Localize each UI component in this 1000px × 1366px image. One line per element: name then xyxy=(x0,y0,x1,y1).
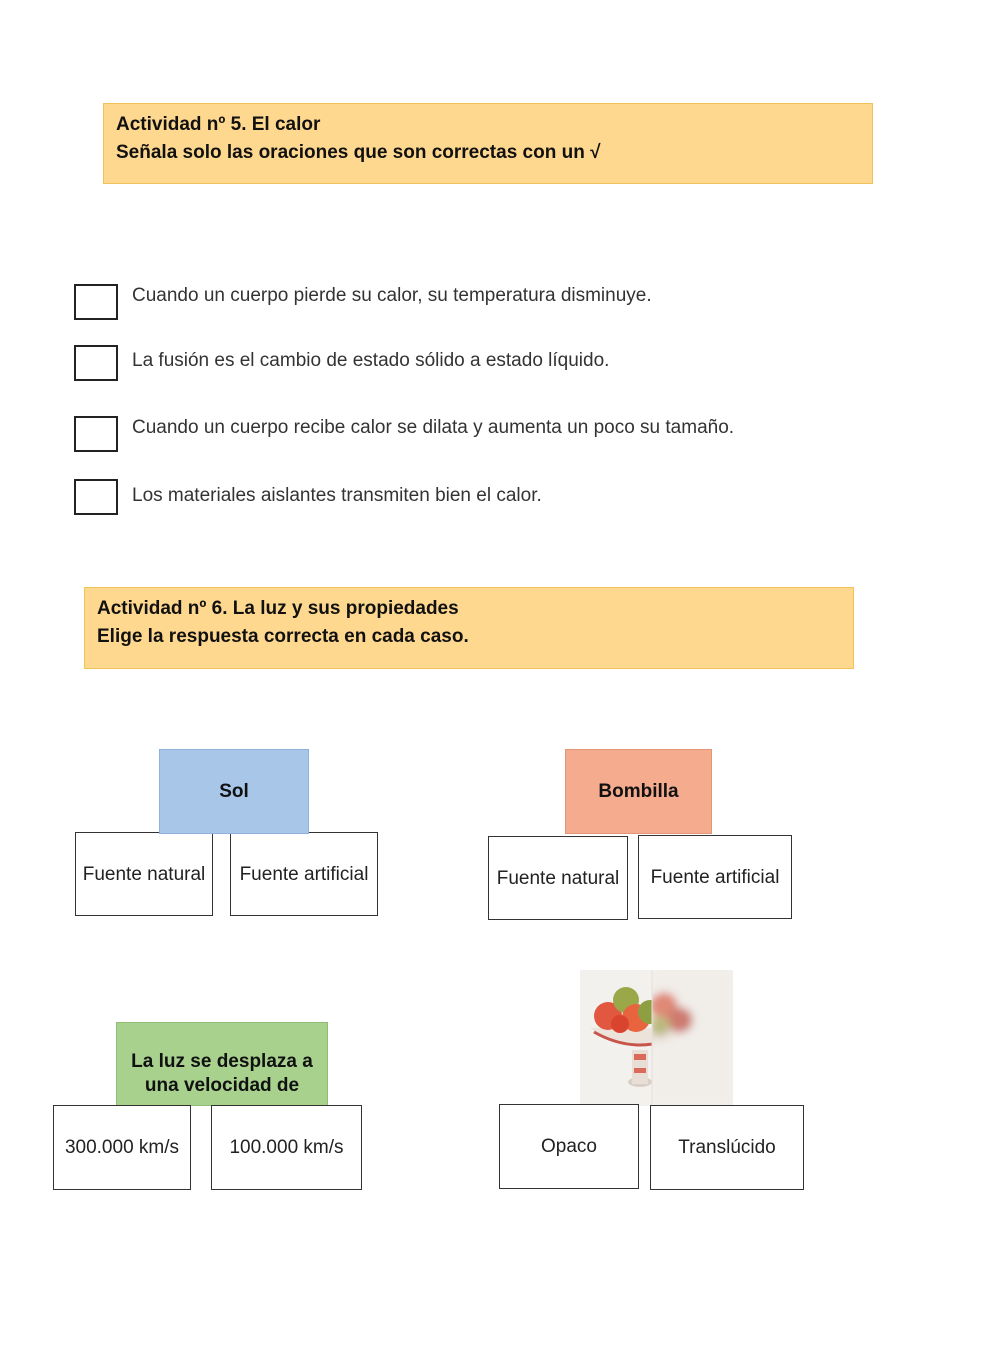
sol-option-natural[interactable]: Fuente natural xyxy=(75,832,213,916)
speed-header: La luz se desplaza a una velocidad de xyxy=(116,1022,328,1106)
speed-option-300000[interactable]: 300.000 km/s xyxy=(53,1105,191,1190)
bombilla-option-artificial[interactable]: Fuente artificial xyxy=(638,835,792,919)
statement-text: Los materiales aislantes transmiten bien el calor. xyxy=(132,485,542,506)
statement-checkbox[interactable] xyxy=(74,479,118,515)
activity5-title: Actividad nº 5. El calor xyxy=(116,114,321,135)
statement-row xyxy=(74,479,954,515)
activity5-instruction: Señala solo las oraciones que son correctas con un √ xyxy=(116,142,601,163)
sol-option-artificial[interactable]: Fuente artificial xyxy=(230,832,378,916)
statement-text: La fusión es el cambio de estado sólido a estado líquido. xyxy=(132,350,610,371)
bombilla-header: Bombilla xyxy=(565,749,712,834)
statement-row xyxy=(74,284,954,320)
statement-text: Cuando un cuerpo recibe calor se dilata y aumenta un poco su tamaño. xyxy=(132,417,735,438)
fruit-option-translucido[interactable]: Translúcido xyxy=(650,1105,804,1190)
sol-header: Sol xyxy=(159,749,309,834)
activity6-banner xyxy=(84,587,854,669)
fruit-option-opaco[interactable]: Opaco xyxy=(499,1104,639,1189)
speed-option-100000[interactable]: 100.000 km/s xyxy=(211,1105,362,1190)
statement-row xyxy=(74,416,954,452)
statement-checkbox[interactable] xyxy=(74,416,118,452)
statement-checkbox[interactable] xyxy=(74,284,118,320)
activity5-banner xyxy=(103,103,873,184)
activity6-instruction: Elige la respuesta correcta en cada caso. xyxy=(97,626,469,647)
statement-row xyxy=(74,345,954,381)
statement-text: Cuando un cuerpo pierde su calor, su temperatura disminuye. xyxy=(132,285,652,306)
bombilla-option-natural[interactable]: Fuente natural xyxy=(488,836,628,920)
statement-checkbox[interactable] xyxy=(74,345,118,381)
activity6-title: Actividad nº 6. La luz y sus propiedades xyxy=(97,598,459,619)
fruit-bowl-icon xyxy=(580,970,733,1106)
